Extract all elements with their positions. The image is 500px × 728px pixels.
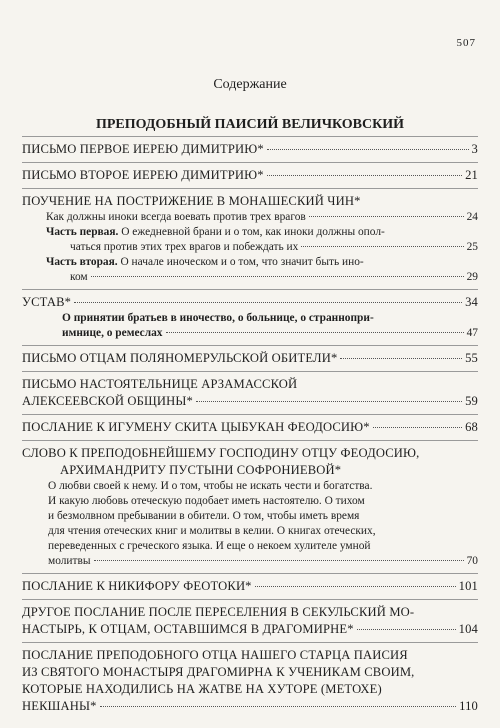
toc-entry-10[interactable] bbox=[22, 599, 478, 642]
toc-subentry[interactable]: Как должны иноки всегда воевать против трех врагов 24 bbox=[46, 211, 478, 223]
entry-page: 59 bbox=[465, 394, 478, 408]
entry-title: ПИСЬМО ОТЦАМ ПОЛЯНОМЕРУЛЬСКОЙ ОБИТЕЛИ* bbox=[22, 351, 338, 365]
toc-entry-4[interactable] bbox=[22, 289, 478, 345]
entry-title: ПИСЬМО ПЕРВОЕ ИЕРЕЮ ДИМИТРИЮ* bbox=[22, 142, 264, 156]
toc-entry-5[interactable] bbox=[22, 345, 478, 371]
entry-page: 68 bbox=[465, 420, 478, 434]
entry-title: АРХИМАНДРИТУ ПУСТЫНИ СОФРОНИЕВОЙ* bbox=[60, 463, 342, 477]
page-number: 507 bbox=[456, 37, 476, 49]
entry-title: ПОСЛАНИЕ К НИКИФОРУ ФЕОТОКИ* bbox=[22, 579, 252, 593]
entry-page: 110 bbox=[459, 699, 478, 713]
entry-title: ПОСЛАНИЕ ПРЕПОДОБНОГО ОТЦА НАШЕГО СТАРЦА ПАИСИЯ bbox=[22, 648, 408, 662]
section-title: ПРЕПОДОБНЫЙ ПАИСИЙ ВЕЛИЧКОВСКИЙ bbox=[95, 117, 405, 132]
toc-entry-3[interactable] bbox=[22, 188, 478, 289]
toc-subentry[interactable]: О любви своей к нему. И о том, чтобы не искать чести и богатства. И какую любовь отеческую подобает иметь настоятелю. О тихом и безмолвном пребывании в обители. О том, чтобы иметь время для чтения отеческих книг и молитвы в келии. О книгах отеческих, переведенных с греческого языка. И еще о некоем хулителе умной молитвы 70 bbox=[48, 480, 478, 567]
toc-subentry[interactable]: Часть вторая. О начале иноческом и о том, что значит быть ино- ком 29 bbox=[46, 256, 478, 283]
toc-entry-7[interactable] bbox=[22, 414, 478, 440]
toc-title: Содержание bbox=[213, 77, 287, 92]
entry-page: 101 bbox=[458, 579, 478, 593]
toc-entries bbox=[22, 136, 478, 719]
entry-title: ДРУГОЕ ПОСЛАНИЕ ПОСЛЕ ПЕРЕСЕЛЕНИЯ В СЕКУЛЬСКИЙ МО- bbox=[22, 605, 415, 619]
entry-title: НЕКШАНЫ* bbox=[22, 699, 97, 713]
toc-entry-8[interactable] bbox=[22, 440, 478, 573]
entry-title: ПИСЬМО ВТОРОЕ ИЕРЕЮ ДИМИТРИЮ* bbox=[22, 168, 264, 182]
entry-page: 3 bbox=[471, 142, 478, 156]
entry-title: КОТОРЫЕ НАХОДИЛИСЬ НА ЖАТВЕ НА ХУТОРЕ (МЕТОХЕ) bbox=[22, 682, 382, 696]
toc-entry-9[interactable] bbox=[22, 573, 478, 599]
entry-page: 21 bbox=[465, 168, 478, 182]
entry-page: 55 bbox=[465, 351, 478, 365]
entry-title: ПОУЧЕНИЕ НА ПОСТРИЖЕНИЕ В МОНАШЕСКИЙ ЧИН* bbox=[22, 194, 361, 208]
toc-entry-2[interactable] bbox=[22, 162, 478, 188]
entry-title: НАСТЫРЬ, К ОТЦАМ, ОСТАВШИМСЯ В ДРАГОМИРНЕ* bbox=[22, 622, 354, 636]
entry-title: ПОСЛАНИЕ К ИГУМЕНУ СКИТА ЦЫБУКАН ФЕОДОСИЮ* bbox=[22, 420, 370, 434]
toc-entry-6[interactable] bbox=[22, 371, 478, 414]
entry-title: АЛЕКСЕЕВСКОЙ ОБЩИНЫ* bbox=[22, 394, 193, 408]
entry-title: ИЗ СВЯТОГО МОНАСТЫРЯ ДРАГОМИРНА К УЧЕНИКАМ СВОИМ, bbox=[22, 665, 415, 679]
entry-title: УСТАВ* bbox=[22, 295, 72, 309]
toc-entry-11[interactable] bbox=[22, 642, 478, 719]
entry-page: 104 bbox=[458, 622, 478, 636]
toc-subentry[interactable]: О принятии братьев в иночество, о больнице, о страннопри- имнице, о ремеслах 47 bbox=[62, 312, 478, 339]
entry-page: 34 bbox=[465, 295, 478, 309]
entry-title: ПИСЬМО НАСТОЯТЕЛЬНИЦЕ АРЗАМАССКОЙ bbox=[22, 377, 298, 391]
book-page bbox=[22, 0, 478, 728]
toc-subentry[interactable]: Часть первая. О ежедневной брани и о том, как иноки должны опол- чаться против этих трех врагов и побеждать их 25 bbox=[46, 226, 478, 253]
entry-title: СЛОВО К ПРЕПОДОБНЕЙШЕМУ ГОСПОДИНУ ОТЦУ ФЕОДОСИЮ, bbox=[22, 446, 420, 460]
toc-entry-1[interactable] bbox=[22, 136, 478, 162]
